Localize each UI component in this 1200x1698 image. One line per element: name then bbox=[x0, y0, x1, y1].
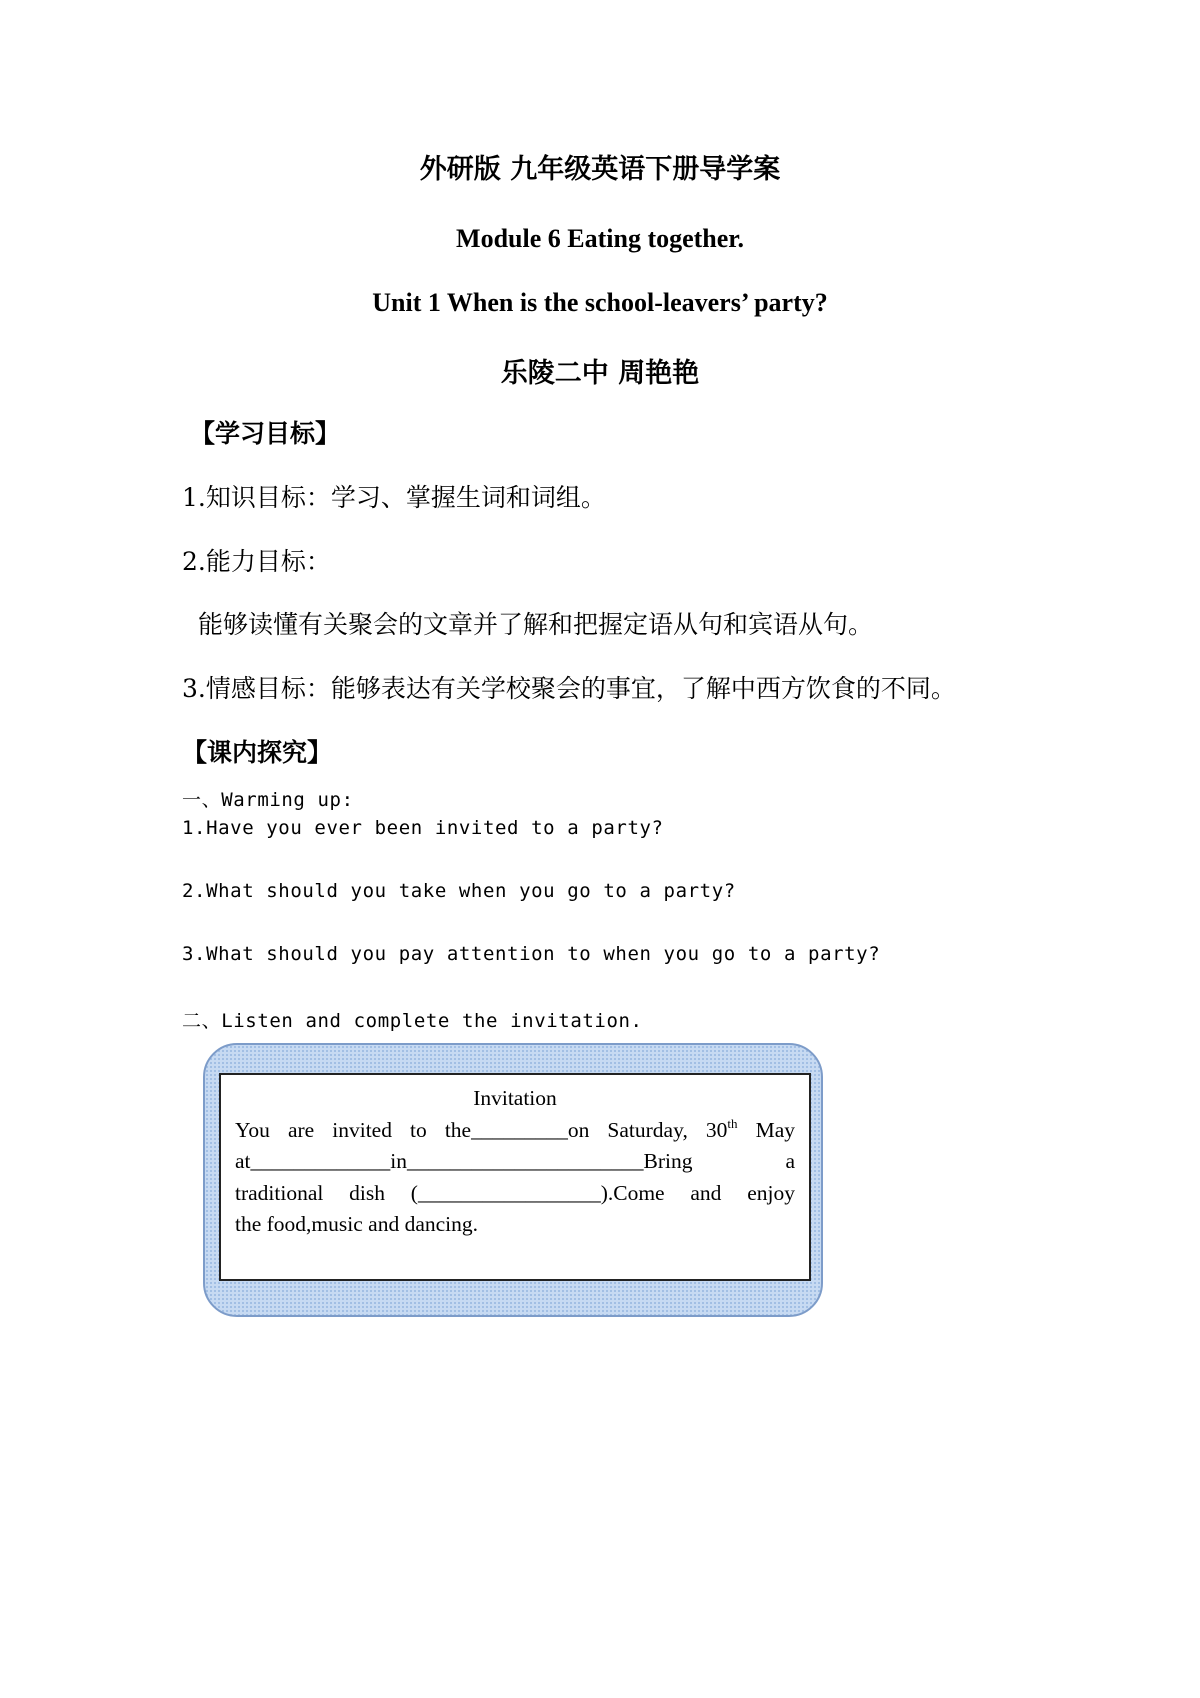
invitation-line-4: the food,music and dancing. bbox=[235, 1212, 479, 1236]
invitation-title: Invitation bbox=[473, 1086, 557, 1110]
invitation-line-3 bbox=[235, 1178, 795, 1210]
question-2: 2.What should you take when you go to a party? bbox=[182, 880, 736, 902]
invitation-word: traditional bbox=[235, 1180, 324, 1205]
dish-blank: (_________________).Come bbox=[410, 1180, 665, 1205]
invitation-line-2 bbox=[235, 1146, 795, 1178]
invitation-word: Saturday, bbox=[607, 1117, 688, 1142]
party-blank: the_________on bbox=[444, 1117, 590, 1142]
module-title: Module 6 Eating together. bbox=[456, 224, 744, 253]
objective-knowledge: 1.知识目标：学习、掌握生词和词组。 bbox=[182, 483, 606, 512]
objectives-heading: 【学习目标】 bbox=[190, 419, 341, 448]
objective-ability: 2.能力目标： bbox=[182, 547, 331, 576]
unit-title: Unit 1 When is the school-leavers’ party? bbox=[372, 288, 828, 317]
invitation-word: to bbox=[410, 1117, 427, 1142]
author-line: 乐陵二中 周艳艳 bbox=[500, 358, 700, 389]
invitation-word: enjoy bbox=[747, 1180, 795, 1205]
invitation-word: May bbox=[755, 1117, 795, 1142]
invitation-word: You bbox=[235, 1117, 270, 1142]
question-3: 3.What should you pay attention to when you go to a party? bbox=[182, 943, 881, 965]
question-1: 1.Have you ever been invited to a party? bbox=[182, 817, 664, 839]
ordinal-suffix: th bbox=[727, 1115, 738, 1131]
invitation-card bbox=[219, 1073, 811, 1281]
invitation-word: are bbox=[287, 1117, 315, 1142]
invitation-word: invited bbox=[332, 1117, 392, 1142]
document-title: 外研版 九年级英语下册导学案 bbox=[419, 154, 781, 185]
time-place-blank: at_____________in______________________Bring bbox=[235, 1149, 693, 1173]
invitation-line-1 bbox=[235, 1115, 795, 1147]
objective-emotion: 3.情感目标：能够表达有关学校聚会的事宜，了解中西方饮食的不同。 bbox=[182, 674, 956, 703]
objective-ability-detail: 能够读懂有关聚会的文章并了解和把握定语从句和宾语从句。 bbox=[198, 610, 874, 639]
invitation-word: and bbox=[690, 1180, 722, 1205]
listen-heading: 二、Listen and complete the invitation. bbox=[182, 1010, 643, 1032]
invitation-frame bbox=[203, 1043, 823, 1317]
invitation-word: dish bbox=[349, 1180, 385, 1205]
warmup-heading: 一、Warming up: bbox=[182, 789, 354, 811]
invitation-date: 30th bbox=[705, 1115, 738, 1142]
invitation-word: a bbox=[785, 1149, 795, 1173]
exploration-heading: 【课内探究】 bbox=[182, 738, 333, 767]
